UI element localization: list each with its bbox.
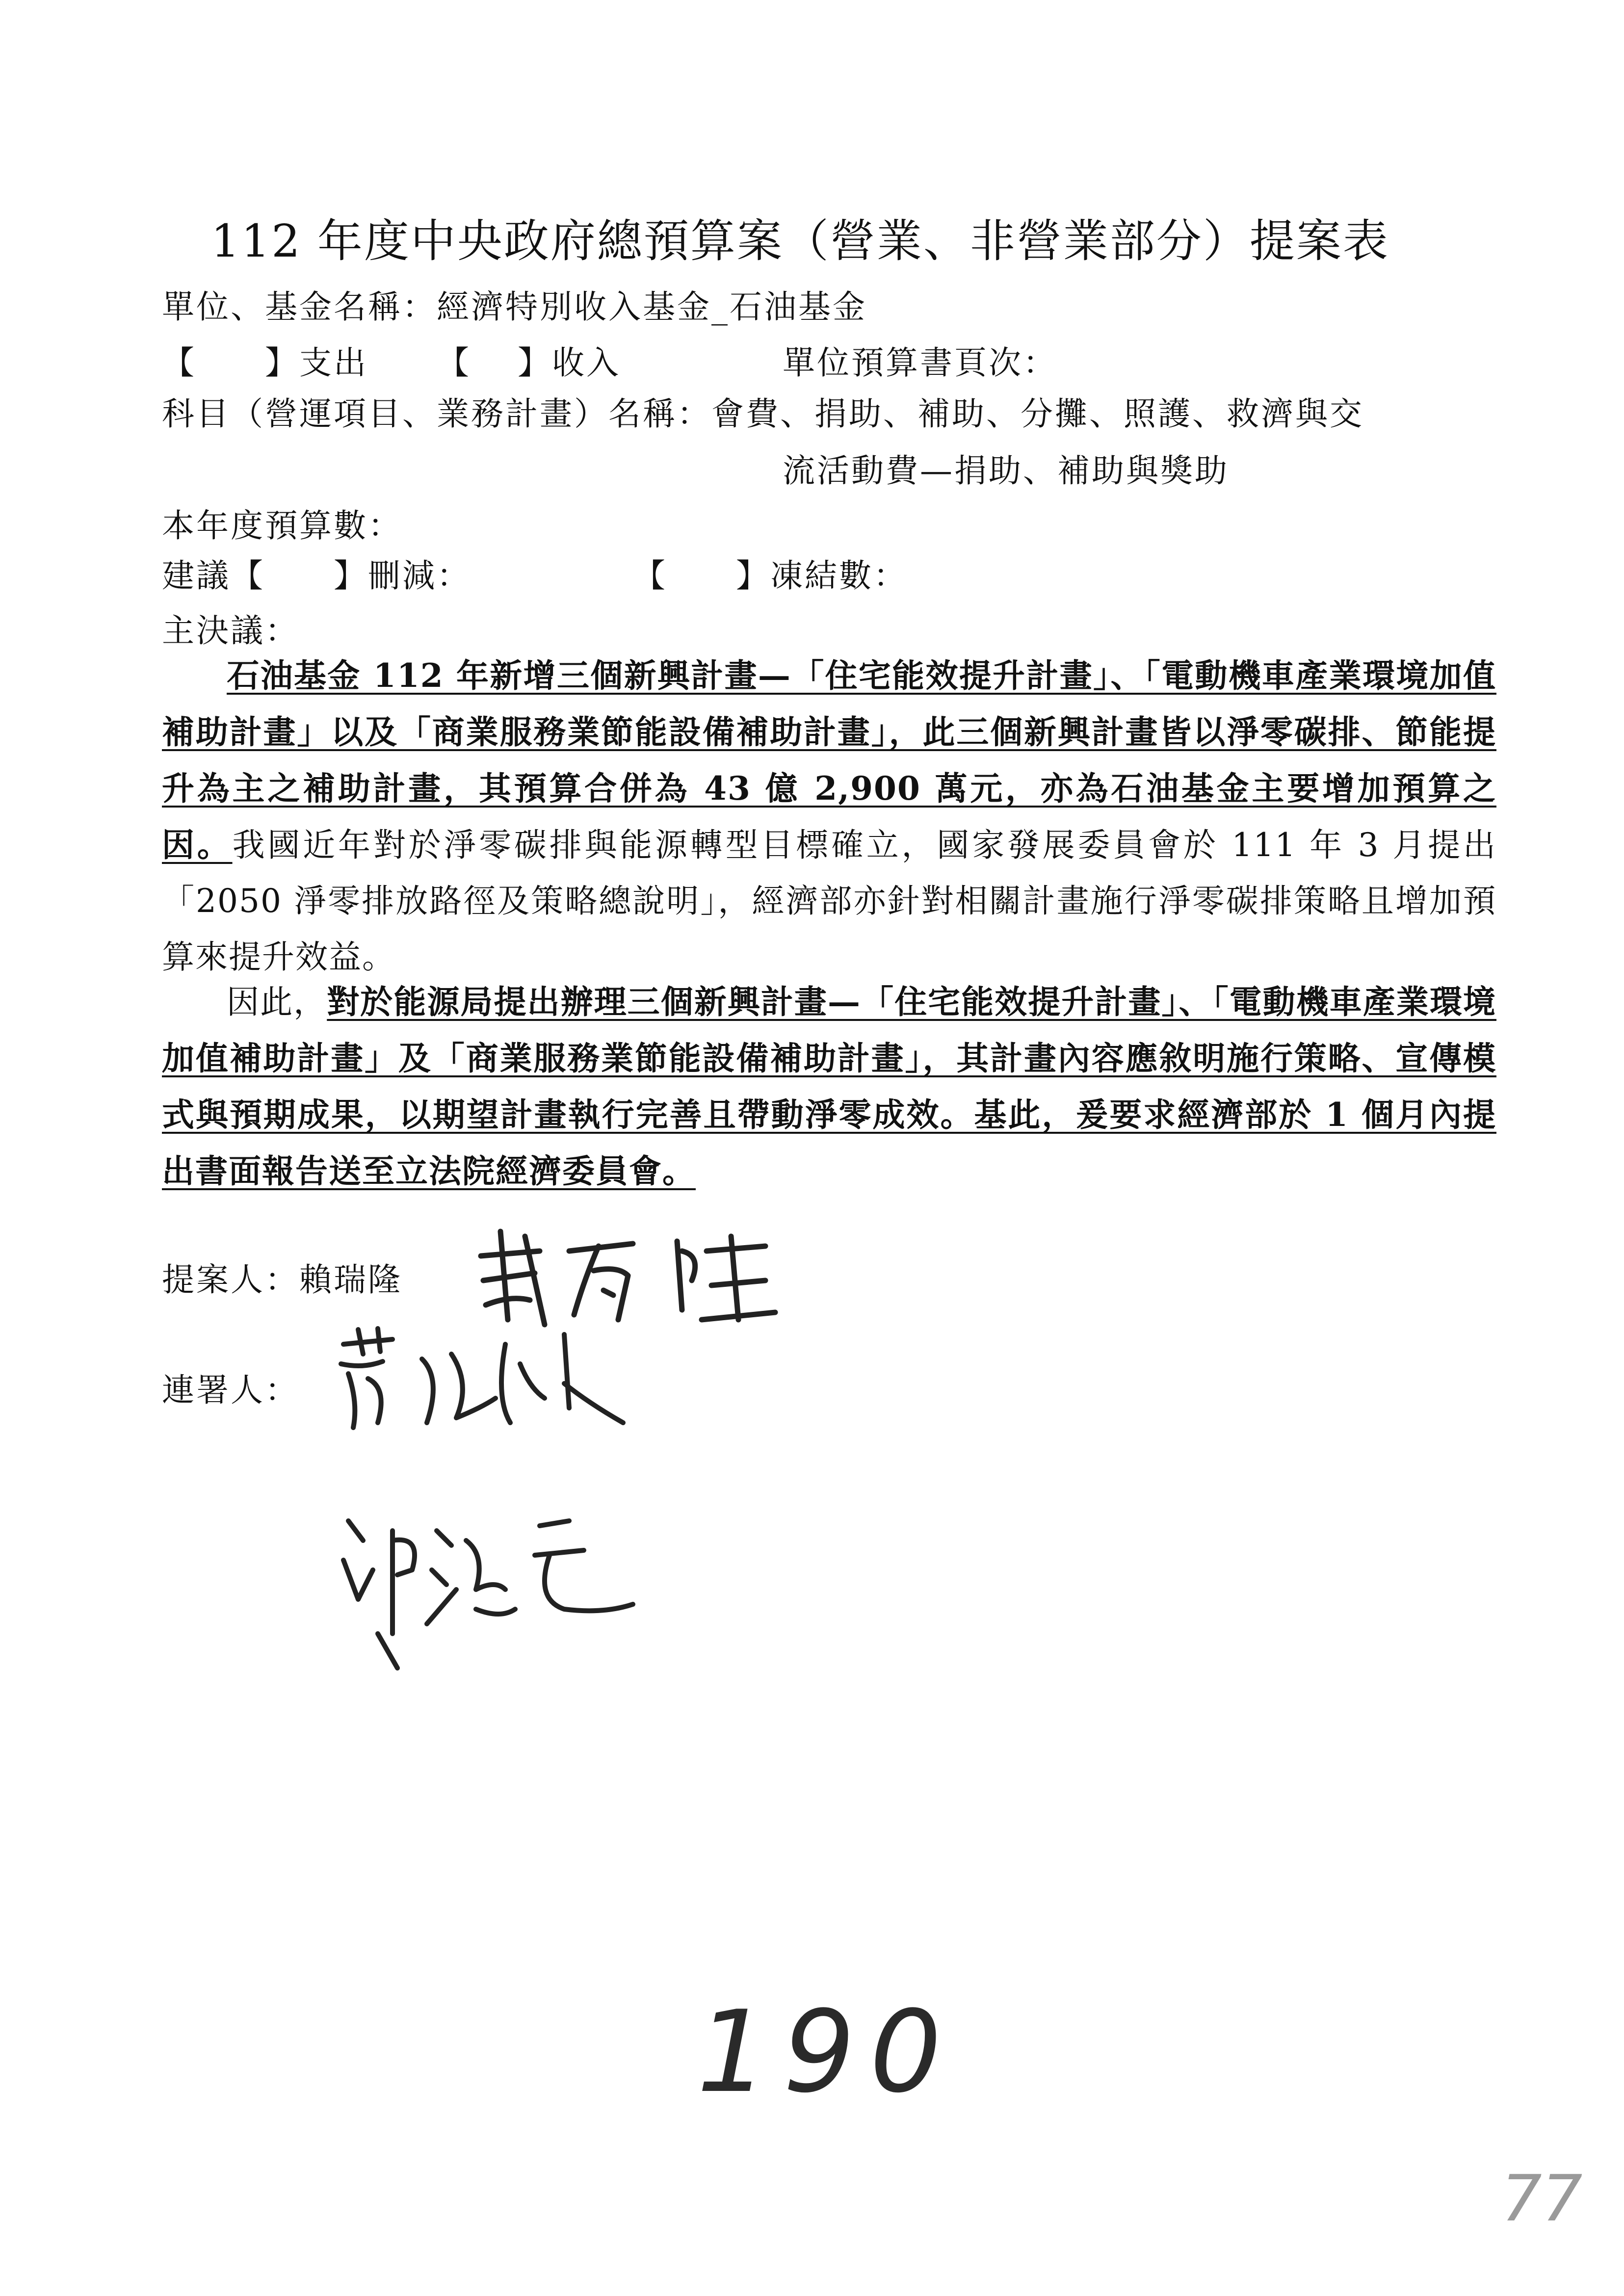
budget-page-ref-label: 單位預算書頁次：	[782, 344, 1057, 382]
paragraph-2-emphasis: 對於能源局提出辦理三個新興計畫—「住宅能效提升計畫」、「電動機車產業環境加值補助計畫」及「商業服務業節能設備補助計畫」，其計畫內容應敘明施行策略、宣傳模式與預期成果，以期望計畫執行完善且帶動淨零成效。基此，爰要求經濟部於 1 個月內提出書面報告送至立法院經濟委員會。	[162, 983, 1497, 1190]
cosigner-signature-2	[339, 1511, 643, 1678]
cosigner-label: 連署人：	[162, 1371, 299, 1409]
handwritten-page-number: 190	[697, 1987, 956, 2118]
subject-name-line-1: 科目（營運項目、業務計畫）名稱：會費、捐助、補助、分攤、照護、救濟與交	[162, 395, 1364, 433]
resolution-label: 主決議：	[162, 612, 299, 650]
resolution-paragraph-1	[162, 648, 1496, 985]
income-checkbox-label: 【 】收入	[437, 344, 621, 382]
paragraph-2-lead: 因此，	[227, 983, 327, 1021]
corner-page-number: 77	[1501, 2161, 1583, 2236]
proposer-signature	[471, 1222, 785, 1339]
paragraph-1-emphasis: 石油基金 112 年新增三個新興計畫—「住宅能效提升計畫」、「電動機車產業環境加值補助計畫」以及「商業服務業節能設備補助計畫」，此三個新興計畫皆以淨零碳排、節能提升為主之補助計畫，其預算合併為 43 億 2,900 萬元，亦為石油基金主要增加預算之因。	[162, 656, 1496, 864]
proposal-line	[162, 549, 908, 596]
proposer-label: 提案人：賴瑞隆	[162, 1261, 402, 1299]
paragraph-1-body: 我國近年對於淨零碳排與能源轉型目標確立，國家發展委員會於 111 年 3 月提出「2050 淨零排放路徑及策略總說明」，經濟部亦針對相關計畫施行淨零碳排策略且增加預算來提升效益。	[162, 826, 1496, 976]
page-title: 112 年度中央政府總預算案（營業、非營業部分）提案表	[211, 215, 1389, 267]
cut-label: 建議【 】刪減：	[162, 557, 471, 595]
cosigner-signature-1	[334, 1325, 638, 1442]
budget-amount-label: 本年度預算數：	[162, 507, 402, 545]
type-line	[162, 337, 1057, 383]
freeze-label: 【 】凍結數：	[633, 557, 908, 595]
unit-fund-name: 單位、基金名稱：經濟特別收入基金_石油基金	[162, 288, 867, 326]
resolution-paragraph-2	[162, 974, 1496, 1200]
subject-name-line-2: 流活動費—捐助、補助與獎助	[783, 452, 1229, 490]
expense-checkbox-label: 【 】支出	[162, 344, 368, 382]
